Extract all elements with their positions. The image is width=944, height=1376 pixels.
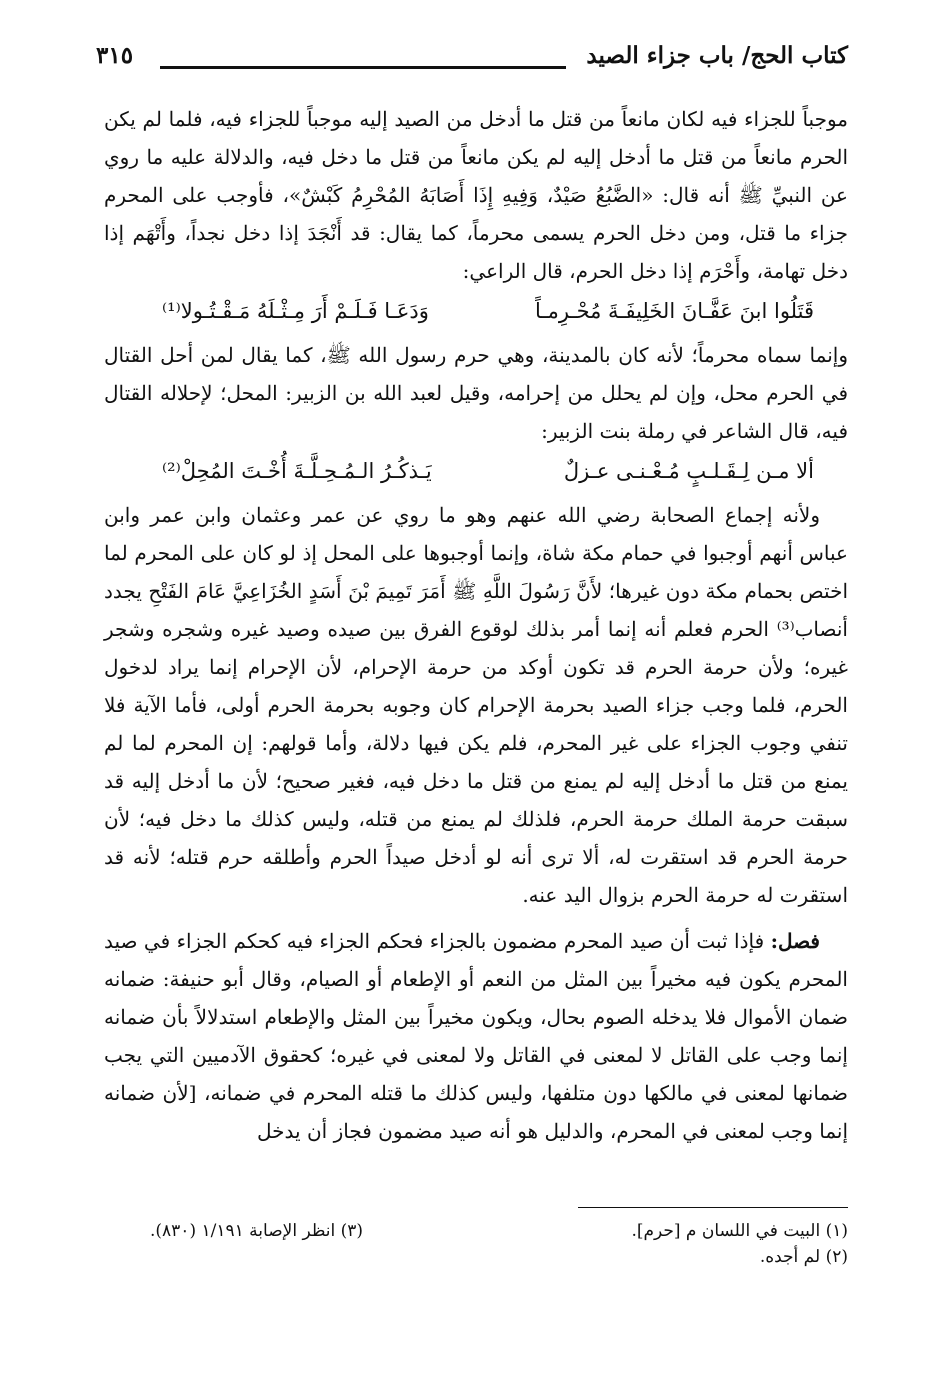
verse-1-first-hemistich: قَتَلُوا ابنَ عَفَّـانَ الخَلِيفَـةَ مُحْـرِمـاً (535, 299, 814, 323)
verse-1-second-hemistich: وَدَعَـا فَـلَـمْ أَرَ مِـثْـلَهُ مَـقْـتُـولا⁽¹⁾ (162, 299, 429, 323)
page-body (104, 100, 848, 1150)
page-header (96, 42, 848, 82)
footnote-row-2 (150, 1244, 848, 1270)
footnotes (150, 1218, 848, 1270)
paragraph-3: ولأنه إجماع الصحابة رضي الله عنهم وهو ما روي عن عمر وعثمان وابن عمر وابن عباس أنهم أوجبوا في حمام مكة شاة، وإنما أوجبوها على المحل إذ لو كان على المحرم لما اختص بحمام مكة دون غيرها؛ لأَنَّ رَسُولَ اللَّهِ ﷺ أَمَرَ تَمِيمَ بْنَ أَسَدٍ الخُزَاعِيَّ عَامَ الفَتْحِ يجدد أنصاب⁽³⁾ الحرم فعلم أنه إنما أمر بذلك لوقوع الفرق بين صيده وصيد غيره وشجره وشجر غيره؛ ولأن حرمة الحرم قد تكون أوكد من حرمة الإحرام، لأن الإحرام إنما يراد لدخول الحرم، فلما وجب جزاء الصيد بحرمة الإحرام كان وجوبه بحرمة الحرم أولى، فأما الآية فلا تنفي وجوب الجزاء على غير المحرم، فلم يكن فيها دلالة، وأما قولهم: إن المحرم لما لم يمنع من قتل ما أدخل إليه لم يمنع من قتل ما دخل فيه، فغير صحيح؛ لأن ما أدخل إليه قد سبقت حرمة الملك حرمة الحرم، فلذلك لم يمنع من قتله، وليس كذلك ما دخل فيه؛ لأن حرمة الحرم قد استقرت له، ألا ترى أنه لو أدخل صيداً الحرم وأطلقه حرم قتله؛ لأنه قد استقرت له حرمة الحرم بزوال اليد عنه. (104, 503, 848, 907)
paragraph-gap (104, 914, 848, 922)
footnote-row-1 (150, 1218, 848, 1244)
paragraph-4-text: فإذا ثبت أن صيد المحرم مضمون بالجزاء فحكم الجزاء فيه كحكم الجزاء في صيد المحرم يكون فيه مخيراً بين المثل من النعم أو الإطعام أو الصيام، وقال أبو حنيفة: ضمانه ضمان الأموال فلا يدخله الصوم بحال، ويكون مخيراً بين المثل والإطعام استدلالاً بأن ضمانه إنما وجب على القاتل لا لمعنى في القاتل ولا لمعنى في غيره؛ كحقوق الآدميين التي يجب ضمانها لمعنى في مالكها دون متلفها، وليس كذلك ما قتله المحرم في ضمانه، [لأن ضمانه إنما وجب لمعنى في المحرم، والدليل هو أنه صيد مضمون فجاز أن يدخل (104, 929, 848, 1143)
footnote-2: (٢) لم أجده. (759, 1247, 848, 1267)
header-rule (160, 66, 566, 69)
paragraph-2: وإنما سماه محرماً؛ لأنه كان بالمدينة، وهي حرم رسول الله ﷺ، كما يقال لمن أحل القتال في الحرم محل، وإن لم يحلل من إحرامه، وقيل لعبد الله بن الزبير: المحل؛ لإحلاله القتال فيه، قال الشاعر في رملة بنت الزبير: (104, 343, 849, 443)
poem-verse-2 (104, 450, 848, 496)
footnote-3: (٣) انظر الإصابة ١/١٩١ (٨٣٠). (150, 1221, 364, 1241)
page-number: ٣١٥ (96, 42, 134, 69)
section-label-fasl: فصل: (770, 929, 820, 953)
chapter-title: كتاب الحج/ باب جزاء الصيد (586, 42, 848, 69)
poem-verse-1 (104, 290, 848, 336)
footnote-1: (١) البيت في اللسان م [حرم]. (631, 1221, 848, 1241)
paragraph-1: موجباً للجزاء فيه لكان مانعاً من قتل ما أدخل من الصيد إليه موجباً للجزاء فيه، فلما لم يكن الحرم مانعاً من قتل ما أدخل إليه لم يكن مانعاً من قتل ما دخل فيه، والدلالة عليه ما روي عن النبيِّ ﷺ أنه قال: «الضَّبُعُ صَيْدٌ، وَفِيهِ إِذَا أَصَابَهُ المُحْرِمُ كَبْشٌ»، فأوجب على المحرم جزاء ما قتل، ومن دخل الحرم يسمى محرماً، كما يقال: قد أَنْجَدَ إذا دخل نجداً، وأَتْهَم إذا دخل تهامة، وأَحْرَم إذا دخل الحرم، قال الراعي: (104, 107, 848, 283)
paragraph-4 (104, 922, 848, 1150)
verse-2-second-hemistich: يَـذكُـرُ الـمُـحِـلَّـةَ أُخْـتَ المُحِلْ⁽²⁾ (162, 459, 432, 483)
verse-2-first-hemistich: ألا مـن لِـقَـلـبٍ مُـعْـنـى عـزلٌ (563, 459, 814, 483)
footnote-rule (578, 1207, 848, 1208)
